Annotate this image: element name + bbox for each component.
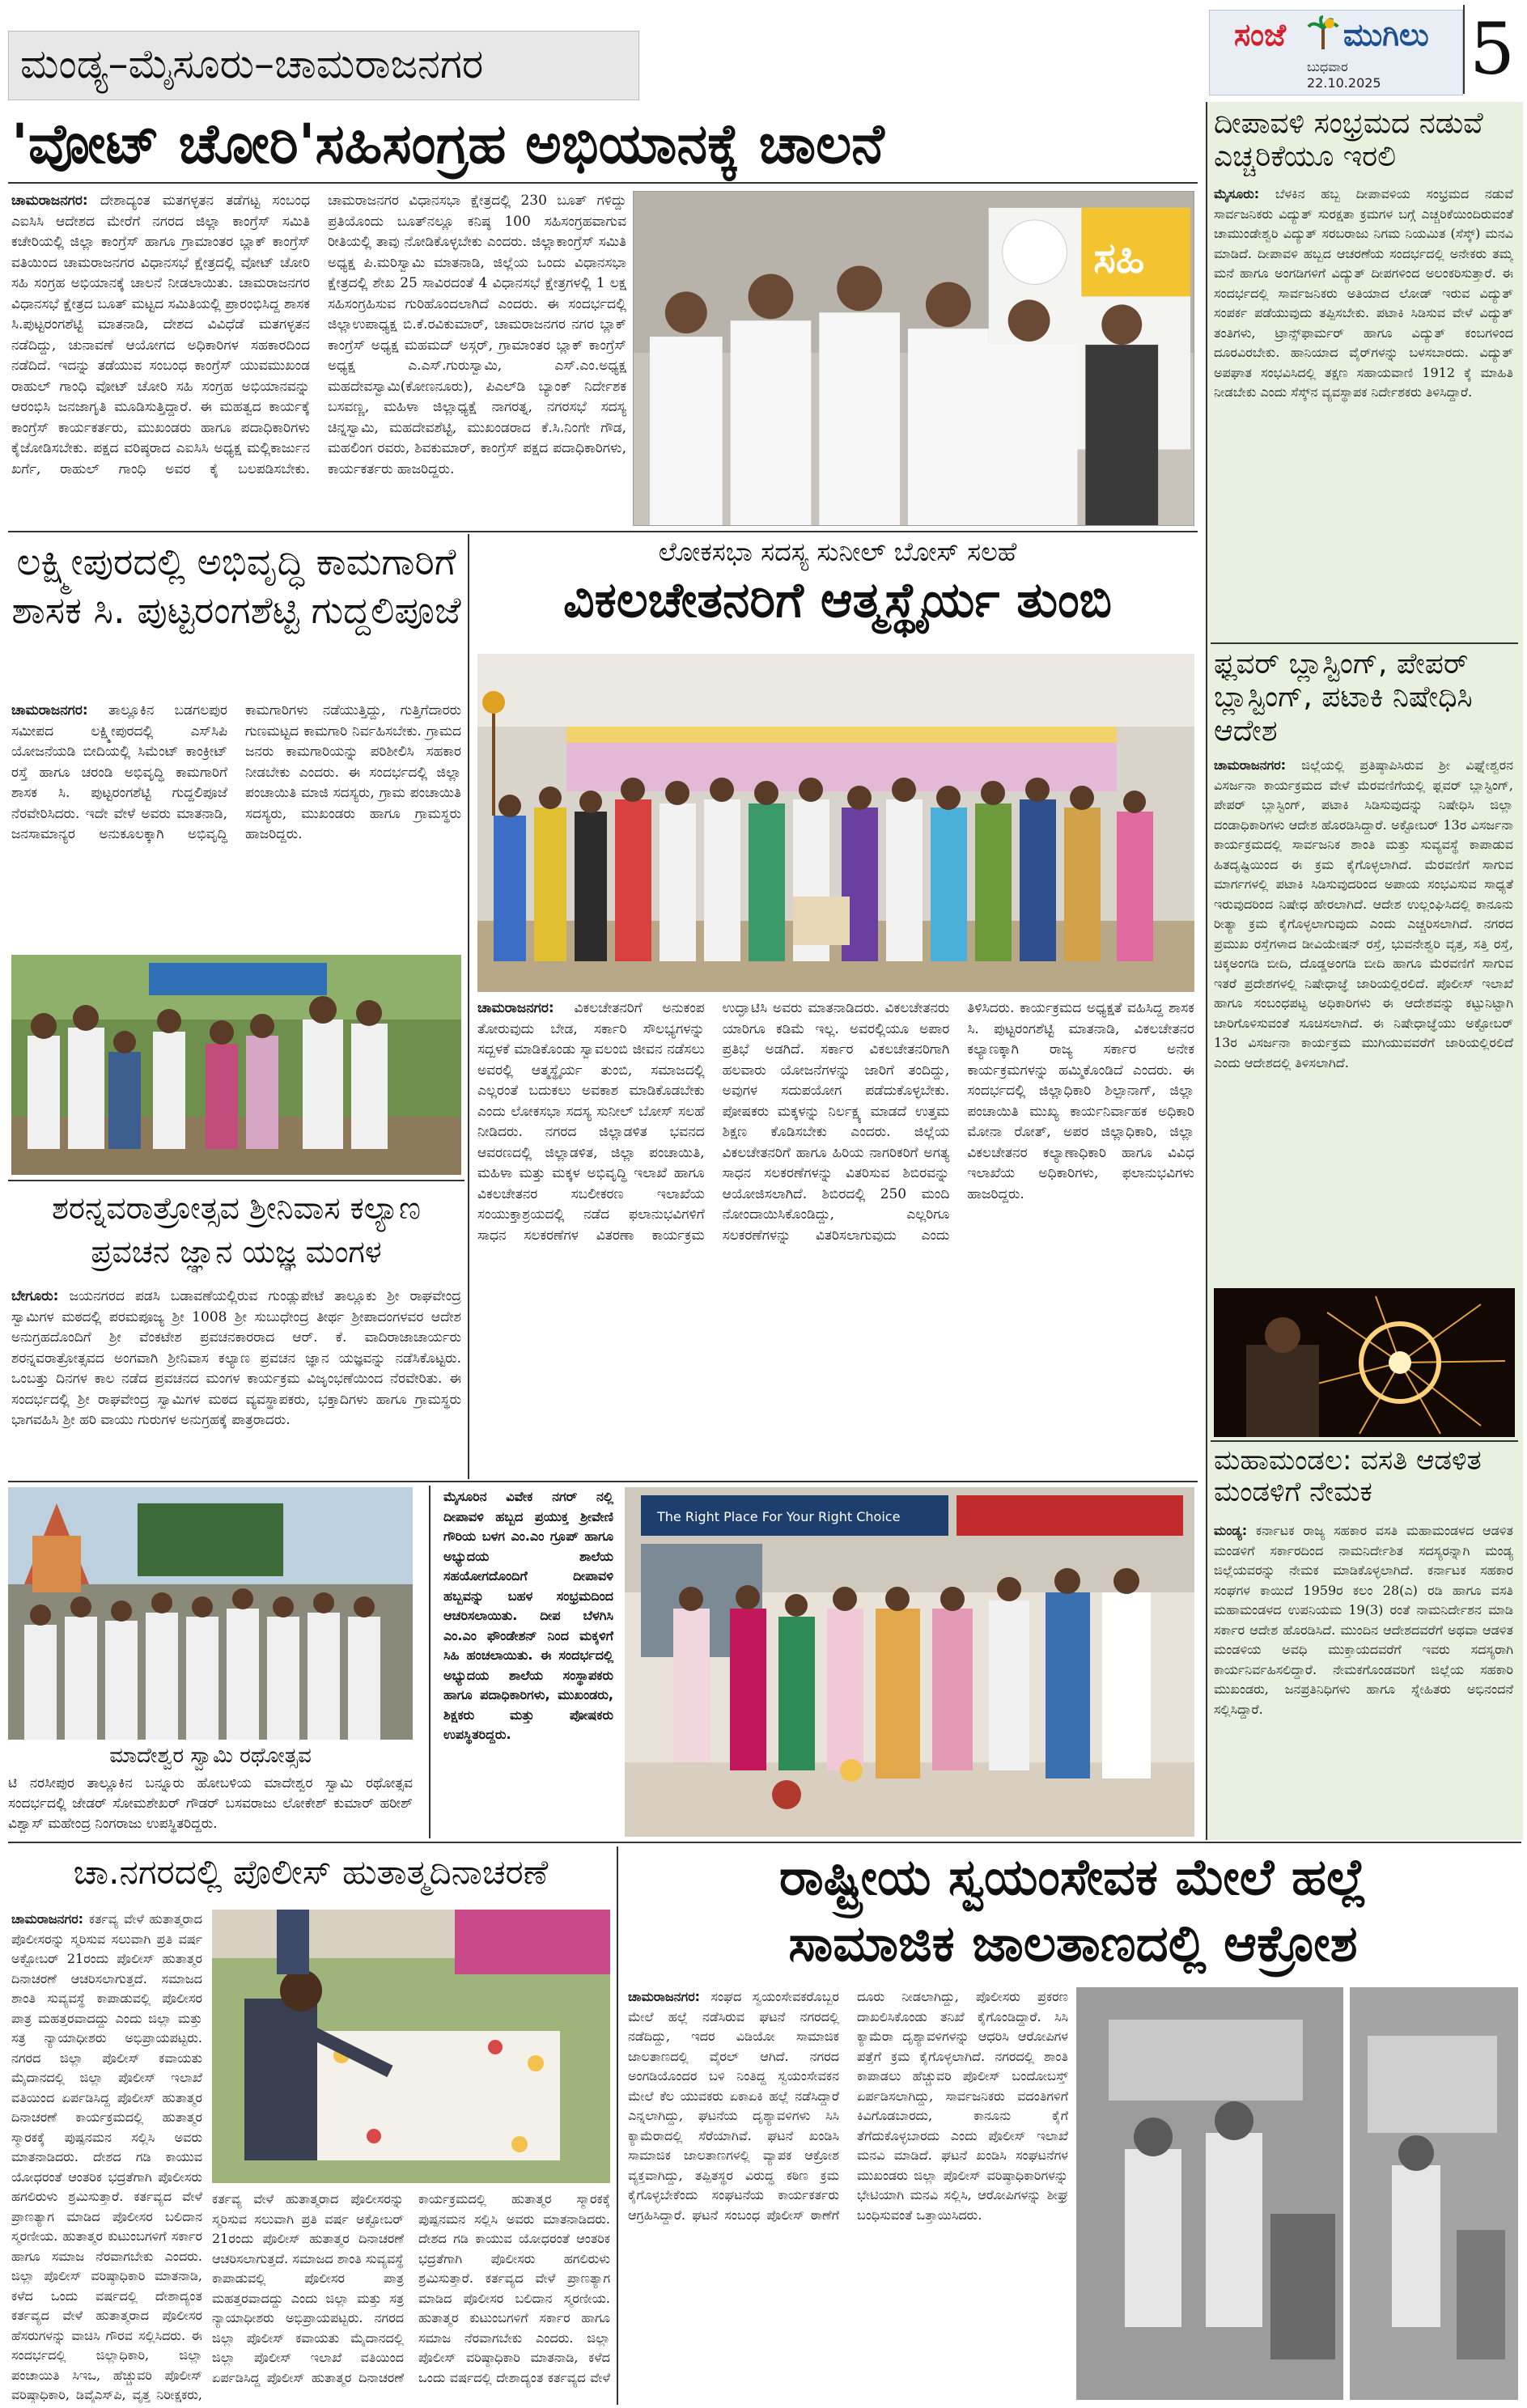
story8-body-text: ಸಂಘದ ಸ್ವಯಂಸೇವಕರೊಬ್ಬರ ಮೇಲೆ ಹಲ್ಲೆ ನಡೆಸಿರುವ ಘಟನೆ ನಗರದಲ್ಲಿ ನಡೆದಿದ್ದು, ಇದರ ವಿಡಿಯೋ ಸಾಮಾಜಿಕ ಜಾಲತಾಣದಲ್ಲಿ ವೈರಲ್ ಆಗಿದೆ. ನಗರದ ಅಂಗಡಿಯೊಂದರ ಬಳಿ ನಿಂತಿದ್ದ ಸ್ವಯಂಸೇವಕನ ಮೇಲೆ ಕೆಲ ಯುವಕರು ಏಕಾಏಕಿ ಹಲ್ಲೆ ನಡೆಸಿದ್ದಾರೆ ಎನ್ನಲಾಗಿದ್ದು, ಘಟನೆಯ ದೃಶ್ಯಾವಳಿಗಳು ಸಿಸಿ ಕ್ಯಾಮೆರಾದಲ್ಲಿ ಸೆರೆಯಾಗಿವೆ. ಘಟನೆ ಖಂಡಿಸಿ ಸಾಮಾಜಿಕ ಜಾಲತಾಣಗಳಲ್ಲಿ ವ್ಯಾಪಕ ಆಕ್ರೋಶ ವ್ಯಕ್ತವಾಗಿದ್ದು, ತಪ್ಪಿತಸ್ಥರ ವಿರುದ್ಧ ಕಠಿಣ ಕ್ರಮ ಕೈಗೊಳ್ಳಬೇಕೆಂದು ಸಂಘಟನೆಯ ಕಾರ್ಯಕರ್ತರು ಆಗ್ರಹಿಸಿದ್ದಾರೆ. ಘಟನೆ ಸಂಬಂಧ ಪೊಲೀಸ್ ಠಾಣೆಗೆ ದೂರು ನೀಡಲಾಗಿದ್ದು, ಪೊಲೀಸರು ಪ್ರಕರಣ ದಾಖಲಿಸಿಕೊಂಡು ತನಿಖೆ ಕೈಗೊಂಡಿದ್ದಾರೆ. ಸಿಸಿ ಕ್ಯಾಮೆರಾ ದೃಶ್ಯಾವಳಿಗಳನ್ನು ಆಧರಿಸಿ ಆರೋಪಿಗಳ ಪತ್ತೆಗೆ ಕ್ರಮ ಕೈಗೊಳ್ಳಲಾಗಿದೆ. ನಗರದಲ್ಲಿ ಶಾಂತಿ ಕಾಪಾಡಲು ಹೆಚ್ಚುವರಿ ಪೊಲೀಸ್ ಬಂದೋಬಸ್ತ್ ಏರ್ಪಡಿಸಲಾಗಿದ್ದು, ಸಾರ್ವಜನಿಕರು ವದಂತಿಗಳಿಗೆ ಕಿವಿಗೊಡಬಾರದು, ಕಾನೂನು ಕೈಗೆ ತೆಗೆದುಕೊಳ್ಳಬಾರದು ಎಂದು ಪೊಲೀಸ್ ಇಲಾಖೆ ಮನವಿ ಮಾಡಿದೆ. ಘಟನೆ ಖಂಡಿಸಿ ಸಂಘಟನೆಗಳ ಮುಖಂಡರು ಜಿಲ್ಲಾ ಪೊಲೀಸ್ ವರಿಷ್ಠಾಧಿಕಾರಿಗಳನ್ನು ಭೇಟಿಯಾಗಿ ಮನವಿ ಸಲ್ಲಿಸಿ, ಆರೋಪಿಗಳನ್ನು ಶೀಘ್ರ ಬಂಧಿಸುವಂತೆ ಒತ್ತಾಯಿಸಿದರು.: [628, 1989, 1068, 2223]
sidebar1-body: [1214, 184, 1513, 639]
divider: [468, 534, 469, 1479]
sidebar2-body: [1214, 756, 1513, 1278]
divider: [8, 1180, 464, 1181]
story3-body-text: ವಿಕಲಚೇತನರಿಗೆ ಅನುಕಂಪ ತೋರುವುದು ಬೇಡ, ಸರ್ಕಾರಿ ಸೌಲಭ್ಯಗಳನ್ನು ಸದ್ಬಳಕೆ ಮಾಡಿಕೊಂಡು ಸ್ವಾವಲಂಬಿ ಜೀವನ ನಡೆಸಲು ಅವರಲ್ಲಿ ಆತ್ಮಸ್ಥೈರ್ಯ ತುಂಬಿ, ಸಮಾಜದಲ್ಲಿ ಎಲ್ಲರಂತೆ ಬದುಕಲು ಅವಕಾಶ ಮಾಡಿಕೊಡಬೇಕು ಎಂದು ಲೋಕಸಭಾ ಸದಸ್ಯ ಸುನೀಲ್ ಬೋಸ್ ಸಲಹೆ ನೀಡಿದರು. ನಗರದ ಜಿಲ್ಲಾಡಳಿತ ಭವನದ ಆವರಣದಲ್ಲಿ ಜಿಲ್ಲಾಡಳಿತ, ಜಿಲ್ಲಾ ಪಂಚಾಯಿತಿ, ಮಹಿಳಾ ಮತ್ತು ಮಕ್ಕಳ ಅಭಿವೃದ್ಧಿ ಇಲಾಖೆ ಹಾಗೂ ವಿಕಲಚೇತನರ ಸಬಲೀಕರಣ ಇಲಾಖೆಯ ಸಂಯುಕ್ತಾಶ್ರಯದಲ್ಲಿ ನಡೆದ ಫಲಾನುಭವಿಗಳಿಗೆ ಸಾಧನ ಸಲಕರಣೆಗಳ ವಿತರಣಾ ಕಾರ್ಯಕ್ರಮ ಉದ್ಘಾಟಿಸಿ ಅವರು ಮಾತನಾಡಿದರು. ವಿಕಲಚೇತನರು ಯಾರಿಗೂ ಕಡಿಮೆ ಇಲ್ಲ. ಅವರಲ್ಲಿಯೂ ಅಪಾರ ಪ್ರತಿಭೆ ಅಡಗಿದೆ. ಸರ್ಕಾರ ವಿಕಲಚೇತನರಿಗಾಗಿ ಹಲವಾರು ಯೋಜನೆಗಳನ್ನು ಜಾರಿಗೆ ತಂದಿದ್ದು, ಅವುಗಳ ಸದುಪಯೋಗ ಪಡೆದುಕೊಳ್ಳಬೇಕು. ಪೋಷಕರು ಮಕ್ಕಳನ್ನು ನಿರ್ಲಕ್ಷ್ಯ ಮಾಡದೆ ಉತ್ತಮ ಶಿಕ್ಷಣ ಕೊಡಿಸಬೇಕು ಎಂದರು. ಜಿಲ್ಲೆಯ ವಿಕಲಚೇತನರಿಗೆ ಹಾಗೂ ಹಿರಿಯ ನಾಗರಿಕರಿಗೆ ಅಗತ್ಯ ಸಾಧನ ಸಲಕರಣೆಗಳನ್ನು ವಿತರಿಸುವ ಶಿಬಿರವನ್ನು ಆಯೋಜಿಸಲಾಗಿದೆ. ಶಿಬಿರದಲ್ಲಿ 250 ಮಂದಿ ನೋಂದಾಯಿಸಿಕೊಂಡಿದ್ದು, ಎಲ್ಲರಿಗೂ ಸಲಕರಣೆಗಳನ್ನು ವಿತರಿಸಲಾಗುವುದು ಎಂದು ತಿಳಿಸಿದರು. ಕಾರ್ಯಕ್ರಮದ ಅಧ್ಯಕ್ಷತೆ ವಹಿಸಿದ್ದ ಶಾಸಕ ಸಿ. ಪುಟ್ಟರಂಗಶೆಟ್ಟಿ ಮಾತನಾಡಿ, ವಿಕಲಚೇತನರ ಕಲ್ಯಾಣಕ್ಕಾಗಿ ರಾಜ್ಯ ಸರ್ಕಾರ ಅನೇಕ ಕಾರ್ಯಕ್ರಮಗಳನ್ನು ಹಮ್ಮಿಕೊಂಡಿದೆ ಎಂದರು. ಈ ಸಂದರ್ಭದಲ್ಲಿ ಜಿಲ್ಲಾಧಿಕಾರಿ ಶಿಲ್ಪಾನಾಗ್, ಜಿಲ್ಲಾ ಪಂಚಾಯಿತಿ ಮುಖ್ಯ ಕಾರ್ಯನಿರ್ವಾಹಕ ಅಧಿಕಾರಿ ಮೋನಾ ರೋತ್, ಅಪರ ಜಿಲ್ಲಾಧಿಕಾರಿ, ಜಿಲ್ಲಾ ವಿಕಲಚೇತನರ ಕಲ್ಯಾಣಾಧಿಕಾರಿ ಹಾಗೂ ವಿವಿಧ ಇಲಾಖೆಯ ಅಧಿಕಾರಿಗಳು, ಫಲಾನುಭವಿಗಳು ಹಾಜರಿದ್ದರು.: [477, 1000, 1194, 1244]
page-number: 5: [1463, 5, 1520, 94]
fireworks-photo: [1214, 1288, 1515, 1437]
story8-headline-line1: ರಾಷ್ಟ್ರೀಯ ಸ್ವಯಂಸೇವಕ ಮೇಲೆ ಹಲ್ಲೆ: [779, 1847, 1367, 1906]
divider: [8, 531, 1198, 532]
paper-name-mugilu: ಮುಗಿಲು: [1343, 17, 1429, 53]
story7-photo: [212, 1910, 610, 2183]
story8-dateline: ಚಾಮರಾಜನಗರ:: [628, 1989, 701, 2004]
sidebar2-dateline: ಚಾಮರಾಜನಗರ:: [1214, 757, 1287, 773]
story7-body-col2: [212, 2190, 610, 2403]
story8-headline-line2: ಸಾಮಾಜಿಕ ಜಾಲತಾಣದಲ್ಲಿ ಆಕ್ರೋಶ: [788, 1914, 1358, 1973]
divider: [1211, 642, 1518, 644]
masthead-logo-box: [1209, 10, 1463, 95]
lead-banner-text: ಸಹಿ: [1093, 234, 1145, 283]
paper-name-sanje: ಸಂಜೆ: [1234, 17, 1287, 53]
sidebar1-headline: ದೀಪಾವಳಿ ಸಂಭ್ರಮದ ನಡುವೆ ಎಚ್ಚರಿಕೆಯೂ ಇರಲಿ: [1214, 107, 1483, 174]
story5-photo: [8, 1487, 413, 1740]
sidebar3-body: [1214, 1521, 1513, 1837]
divider: [617, 1846, 618, 2405]
lead-photo: [633, 191, 1194, 526]
sidebar1-dateline: ಮೈಸೂರು:: [1214, 186, 1260, 201]
story4-headline: ಶರನ್ನವರಾತ್ರೋತ್ಸವ ಶ್ರೀನಿವಾಸ ಕಲ್ಯಾಣ ಪ್ರವಚನ ಜ್ಞಾನ ಯಜ್ಞ ಮಂಗಳ: [52, 1190, 421, 1270]
sidebar3-headline: ಮಹಾಮಂಡಲ: ವಸತಿ ಆಡಳಿತ ಮಂಡಳಿಗೆ ನೇಮಕ: [1214, 1444, 1482, 1509]
story3-headline: ವಿಕಲಚೇತನರಿಗೆ ಆತ್ಮಸ್ಥೈರ್ಯ ತುಂಬಿ: [563, 572, 1112, 629]
story4-dateline: ಬೇಗೂರು:: [11, 1288, 59, 1304]
story2-photo: [11, 955, 461, 1175]
story5-caption-body: ಟಿ ನರಸೀಪುರ ತಾಲ್ಲೂಕಿನ ಬನ್ನೂರು ಹೋಬಳಿಯ ಮಾದೇಶ್ವರ ಸ್ವಾಮಿ ರಥೋತ್ಸವ ಸಂದರ್ಭದಲ್ಲಿ ಜೇಡರ್ ಸೋಮಶೇಖರ್ ಗೌಡರ್ ಬಸವರಾಜು ಲೋಕೇಶ್ ಕುಮಾರ್ ಹರೀಶ್ ವಿಶ್ವಾಸ್ ಮಹೇಂದ್ರ ನಿಂಗರಾಜು ಉಪಸ್ಥಿತರಿದ್ದರು.: [8, 1775, 413, 1832]
story3-dateline: ಚಾಮರಾಜನಗರ:: [477, 1000, 554, 1016]
story6-caption: [443, 1487, 613, 1835]
sidebar2-headline: ಫ್ಲವರ್ ಬ್ಲಾಸ್ಟಿಂಗ್, ಪೇಪರ್ ಬ್ಲಾಸ್ಟಿಂಗ್, ಪಟಾಕಿ ನಿಷೇಧಿಸಿ ಆದೇಶ: [1214, 647, 1473, 748]
story4-body-text: ಜಯನಗರದ ಪಡಸಿ ಬಡಾವಣೆಯಲ್ಲಿರುವ ಗುಂಡ್ಲುಪೇಟೆ ತಾಲ್ಲೂಕು ಶ್ರೀ ರಾಘವೇಂದ್ರ ಸ್ವಾಮಿಗಳ ಮಠದಲ್ಲಿ ಪರಮಪೂಜ್ಯ ಶ್ರೀ 1008 ಶ್ರೀ ಸುಬುಧೇಂದ್ರ ತೀರ್ಥ ಶ್ರೀಪಾದಂಗಳವರ ಆದೇಶ ಅನುಗ್ರಹದೊಂದಿಗೆ ಶ್ರೀ ವೆಂಕಟೇಶ ಪ್ರವಚನಕಾರರಾದ ಆರ್. ಕೆ. ವಾದಿರಾಜಾಚಾರ್ಯರು ಶರನ್ನವರಾತ್ರೋತ್ಸವದ ಅಂಗವಾಗಿ ಶ್ರೀನಿವಾಸ ಕಲ್ಯಾಣ ಪ್ರವಚನ ಜ್ಞಾನ ಯಜ್ಞವನ್ನು ನಡೆಸಿಕೊಟ್ಟರು. ಒಂಬತ್ತು ದಿನಗಳ ಕಾಲ ನಡೆದ ಪ್ರವಚನದ ಮಂಗಳ ಕಾರ್ಯಕ್ರಮ ವಿಜೃಂಭಣೆಯಿಂದ ನೆರವೇರಿತು. ಈ ಸಂದರ್ಭದಲ್ಲಿ ಶ್ರೀ ರಾಘವೇಂದ್ರ ಸ್ವಾಮಿಗಳ ಮಠದ ವ್ಯವಸ್ಥಾಪಕರು, ಭಕ್ತಾದಿಗಳು ಹಾಗೂ ಗ್ರಾಮಸ್ಥರು ಭಾಗವಹಿಸಿ ಶ್ರೀ ಹರಿ ವಾಯು ಗುರುಗಳ ಅನುಗ್ರಹಕ್ಕೆ ಪಾತ್ರರಾದರು.: [11, 1288, 461, 1428]
story3-body: [477, 998, 1194, 1474]
store-sign-text: The Right Place For Your Right Choice: [657, 1509, 901, 1524]
story8-body: [628, 1987, 1068, 2403]
story5-caption-title: ಮಾದೇಶ್ವರ ಸ್ವಾಮಿ ರಥೋತ್ಸವ: [109, 1744, 312, 1768]
divider: [8, 1842, 1521, 1843]
divider: [8, 182, 1198, 184]
story2-headline: ಲಕ್ಷ್ಮೀಪುರದಲ್ಲಿ ಅಭಿವೃದ್ಧಿ ಕಾಮಗಾರಿಗೆ ಶಾಸಕ ಸಿ. ಪುಟ್ಟರಂಗಶೆಟ್ಟಿ ಗುದ್ದಲಿಪೂಜೆ: [11, 540, 461, 632]
story7-headline: ಚಾ.ನಗರದಲ್ಲಿ ಪೊಲೀಸ್ ಹುತಾತ್ಮದಿನಾಚರಣೆ: [73, 1852, 549, 1892]
sidebar2-body-text: ಜಿಲ್ಲೆಯಲ್ಲಿ ಪ್ರತಿಷ್ಠಾಪಿಸಿರುವ ಶ್ರೀ ವಿಘ್ನೇಶ್ವರನ ವಿಸರ್ಜನಾ ಕಾರ್ಯಕ್ರಮದ ವೇಳೆ ಮೆರವಣಿಗೆಯಲ್ಲಿ ಫ್ಲವರ್ ಬ್ಲಾಸ್ಟಿಂಗ್, ಪೇಪರ್ ಬ್ಲಾಸ್ಟಿಂಗ್, ಪಟಾಕಿ ಸಿಡಿಸುವುದನ್ನು ನಿಷೇಧಿಸಿ ಜಿಲ್ಲಾ ದಂಡಾಧಿಕಾರಿಗಳು ಆದೇಶ ಹೊರಡಿಸಿದ್ದಾರೆ. ಅಕ್ಟೋಬರ್ 13ರ ವಿಸರ್ಜನಾ ಕಾರ್ಯಕ್ರಮದಲ್ಲಿ ಸಾರ್ವಜನಿಕ ಶಾಂತಿ ಮತ್ತು ಸುವ್ಯವಸ್ಥೆ ಕಾಪಾಡುವ ಹಿತದೃಷ್ಟಿಯಿಂದ ಈ ಕ್ರಮ ಕೈಗೊಳ್ಳಲಾಗಿದೆ. ಮೆರವಣಿಗೆ ಸಾಗುವ ಮಾರ್ಗಗಳಲ್ಲಿ ಪಟಾಕಿ ಸಿಡಿಸುವುದರಿಂದ ಅಪಾಯ ಸಂಭವಿಸುವ ಸಾಧ್ಯತೆ ಇರುವುದರಿಂದ ನಿಷೇಧ ಹೇರಲಾಗಿದೆ. ಆದೇಶ ಉಲ್ಲಂಘಿಸಿದಲ್ಲಿ ಕಾನೂನು ರೀತ್ಯಾ ಕ್ರಮ ಕೈಗೊಳ್ಳಲಾಗುವುದು ಎಂದು ಎಚ್ಚರಿಸಲಾಗಿದೆ. ನಗರದ ಪ್ರಮುಖ ರಸ್ತೆಗಳಾದ ಡೀವಿಯೇಷನ್ ರಸ್ತೆ, ಭುವನೇಶ್ವರಿ ವೃತ್ತ, ಸತ್ತಿ ರಸ್ತೆ, ಚಿಕ್ಕಅಂಗಡಿ ಬೀದಿ, ದೊಡ್ಡಅಂಗಡಿ ಬೀದಿ ಹಾಗೂ ಮೆರವಣಿಗೆ ಸಾಗುವ ಇತರೆ ಪ್ರದೇಶಗಳಲ್ಲಿ ನಿಷೇಧಾಜ್ಞೆ ಜಾರಿಯಲ್ಲಿರಲಿದೆ. ಪೊಲೀಸ್ ಇಲಾಖೆ ಹಾಗೂ ಸಂಬಂಧಪಟ್ಟ ಅಧಿಕಾರಿಗಳು ಈ ಆದೇಶವನ್ನು ಕಟ್ಟುನಿಟ್ಟಾಗಿ ಜಾರಿಗೊಳಿಸುವಂತೆ ಸೂಚಿಸಲಾಗಿದೆ. ಈ ನಿಷೇಧಾಜ್ಞೆಯು ಅಕ್ಟೋಬರ್ 13ರ ವಿಸರ್ಜನಾ ಕಾರ್ಯಕ್ರಮ ಮುಗಿಯುವವರೆಗೆ ಜಾರಿಯಲ್ಲಿರಲಿದೆ ಎಂದು ಆದೇಶದಲ್ಲಿ ತಿಳಿಸಲಾಗಿದೆ.: [1214, 757, 1513, 1070]
divider: [1211, 1440, 1518, 1442]
sidebar3-body-text: ಕರ್ನಾಟಕ ರಾಜ್ಯ ಸಹಕಾರ ವಸತಿ ಮಹಾಮಂಡಳದ ಆಡಳಿತ ಮಂಡಳಿಗೆ ಸರ್ಕಾರದಿಂದ ನಾಮನಿರ್ದೇಶಿತ ಸದಸ್ಯರನ್ನಾಗಿ ಮಂಡ್ಯ ಜಿಲ್ಲೆಯವರನ್ನು ನೇಮಕ ಮಾಡಿಕೊಳ್ಳಲಾಗಿದೆ. ಕರ್ನಾಟಕ ಸಹಕಾರ ಸಂಘಗಳ ಕಾಯಿದೆ 1959ರ ಕಲಂ 28(ಎ) ರಡಿ ಹಾಗೂ ವಸತಿ ಮಹಾಮಂಡಳದ ಉಪನಿಯಮ 19(3) ರಂತೆ ನಾಮನಿರ್ದೇಶನ ಮಾಡಿ ಸರ್ಕಾರ ಆದೇಶ ಹೊರಡಿಸಿದೆ. ಮುಂದಿನ ಆದೇಶದವರೆಗೆ ಅಥವಾ ಆಡಳಿತ ಮಂಡಳಿಯ ಅವಧಿ ಮುಕ್ತಾಯದವರೆಗೆ ಇವರು ಸದಸ್ಯರಾಗಿ ಕಾರ್ಯನಿರ್ವಹಿಸಲಿದ್ದಾರೆ. ನೇಮಕಗೊಂಡವರಿಗೆ ಜಿಲ್ಲೆಯ ಸಹಕಾರಿ ಮುಖಂಡರು, ಜನಪ್ರತಿನಿಧಿಗಳು ಹಾಗೂ ಸ್ನೇಹಿತರು ಅಭಿನಂದನೆ ಸಲ್ಲಿಸಿದ್ದಾರೆ.: [1214, 1523, 1513, 1717]
story6-photo: [625, 1487, 1194, 1837]
story3-kicker: ಲೋಕಸಭಾ ಸದಸ್ಯ ಸುನೀಲ್ ಬೋಸ್ ಸಲಹೆ: [658, 536, 1017, 567]
story4-body: [11, 1287, 461, 1473]
issue-date: 22.10.2025: [1307, 75, 1381, 91]
story7-body-text-cont: ಕರ್ತವ್ಯ ವೇಳೆ ಹುತಾತ್ಮರಾದ ಪೊಲೀಸರನ್ನು ಸ್ಮರಿಸುವ ಸಲುವಾಗಿ ಪ್ರತಿ ವರ್ಷ ಅಕ್ಟೋಬರ್ 21ರಂದು ಪೊಲೀಸ್ ಹುತಾತ್ಮರ ದಿನಾಚರಣೆ ಆಚರಿಸಲಾಗುತ್ತದೆ. ಸಮಾಜದ ಶಾಂತಿ ಸುವ್ಯವಸ್ಥೆ ಕಾಪಾಡುವಲ್ಲಿ ಪೊಲೀಸರ ಪಾತ್ರ ಮಹತ್ತರವಾದದ್ದು ಎಂದು ಜಿಲ್ಲಾ ಮತ್ತು ಸತ್ರ ನ್ಯಾಯಾಧೀಶರು ಅಭಿಪ್ರಾಯಪಟ್ಟರು. ನಗರದ ಜಿಲ್ಲಾ ಪೊಲೀಸ್ ಕವಾಯತು ಮೈದಾನದಲ್ಲಿ ಜಿಲ್ಲಾ ಪೊಲೀಸ್ ಇಲಾಖೆ ವತಿಯಿಂದ ಏರ್ಪಡಿಸಿದ್ದ ಪೊಲೀಸ್ ಹುತಾತ್ಮರ ದಿನಾಚರಣೆ ಕಾರ್ಯಕ್ರಮದಲ್ಲಿ ಹುತಾತ್ಮರ ಸ್ಮಾರಕಕ್ಕೆ ಪುಷ್ಪನಮನ ಸಲ್ಲಿಸಿ ಅವರು ಮಾತನಾಡಿದರು. ದೇಶದ ಗಡಿ ಕಾಯುವ ಯೋಧರಂತೆ ಆಂತರಿಕ ಭದ್ರತೆಗಾಗಿ ಪೊಲೀಸರು ಹಗಲಿರುಳು ಶ್ರಮಿಸುತ್ತಾರೆ. ಕರ್ತವ್ಯದ ವೇಳೆ ಪ್ರಾಣತ್ಯಾಗ ಮಾಡಿದ ಪೊಲೀಸರ ಬಲಿದಾನ ಸ್ಮರಣೀಯ. ಹುತಾತ್ಮರ ಕುಟುಂಬಗಳಿಗೆ ಸರ್ಕಾರ ಹಾಗೂ ಸಮಾಜ ನೆರವಾಗಬೇಕು ಎಂದರು. ಜಿಲ್ಲಾ ಪೊಲೀಸ್ ವರಿಷ್ಠಾಧಿಕಾರಿ ಮಾತನಾಡಿ, ಕಳೆದ ಒಂದು ವರ್ಷದಲ್ಲಿ ದೇಶಾದ್ಯಂತ ಕರ್ತವ್ಯದ ವೇಳೆ: [212, 2191, 610, 2385]
story8-cctv-photo: [1076, 1987, 1518, 2400]
story6-caption-body: ಮೈಸೂರಿನ ವಿವೇಕ ನಗರ್ ನಲ್ಲಿ ದೀಪಾವಳಿ ಹಬ್ಬದ ಪ್ರಯುಕ್ತ ಶ್ರೀವೇಣಿ ಗೌರಿಯ ಬಳಗ ಎಂ.ಎಂ ಗ್ರೂಪ್ ಹಾಗೂ ಅಭ್ಯುದಯ ಶಾಲೆಯ ಸಹಯೋಗದೊಂದಿಗೆ ದೀಪಾವಳಿ ಹಬ್ಬವನ್ನು ಬಹಳ ಸಂಭ್ರಮದಿಂದ ಆಚರಿಸಲಾಯಿತು. ದೀಪ ಬೆಳಗಿಸಿ ಎಂ.ಎಂ ಫೌಂಡೇಶನ್ ನಿಂದ ಮಕ್ಕಳಿಗೆ ಸಿಹಿ ಹಂಚಲಾಯಿತು. ಈ ಸಂದರ್ಭದಲ್ಲಿ ಅಭ್ಯುದಯ ಶಾಲೆಯ ಸಂಸ್ಥಾಪಕರು ಹಾಗೂ ಪದಾಧಿಕಾರಿಗಳು, ಮುಖಂಡರು, ಶಿಕ್ಷಕರು ಮತ್ತು ಪೋಷಕರು ಉಪಸ್ಥಿತರಿದ್ದರು.: [443, 1489, 613, 1742]
story3-photo: [477, 654, 1194, 992]
region-title: ಮಂಡ್ಯ–ಮೈಸೂರು–ಚಾಮರಾಜನಗರ: [20, 40, 484, 87]
story2-dateline: ಚಾಮರಾಜನಗರ:: [11, 702, 88, 719]
story2-body: [11, 701, 461, 950]
lead-body-text: ದೇಶಾದ್ಯಂತ ಮತಗಳ್ಳತನ ತಡೆಗಟ್ಟ ಸಂಬಂಧ ಎಐಸಿಸಿ ಆದೇಶದ ಮೇರೆಗೆ ನಗರದ ಜಿಲ್ಲಾ ಕಾಂಗ್ರೆಸ್ ಸಮಿತಿ ಕಚೇರಿಯಲ್ಲಿ ಜಿಲ್ಲಾ ಕಾಂಗ್ರೆಸ್ ಹಾಗೂ ಗ್ರಾಮಾಂತರ ಬ್ಲಾಕ್ ಕಾಂಗ್ರೆಸ್ ವತಿಯಿಂದ ಚಾಮರಾಜನಗರ ವಿಧಾನಸಭೆ ಕ್ಷೇತ್ರದಲ್ಲಿ ವೋಟ್ ಚೋರಿ ಸಹಿ ಸಂಗ್ರಹ ಅಭಿಯಾನಕ್ಕೆ ಚಾಲನೆ ನೀಡಲಾಯಿತು. ಚಾಮರಾಜನಗರ ವಿಧಾನಸಭೆ ಕ್ಷೇತ್ರದ ಬೂತ್ ಮಟ್ಟದ ಸಮಿತಿಯಲ್ಲಿ ಪ್ರಾರಂಭಿಸಿದ್ದ ಶಾಸಕ ಸಿ.ಪುಟ್ಟರಂಗಶೆಟ್ಟಿ ಮಾತನಾಡಿ, ದೇಶದ ವಿವಿಧೆಡೆ ಮತಗಳ್ಳತನ ನಡೆದಿದ್ದು, ಚುನಾವಣೆ ಆಯೋಗದ ಅಧಿಕಾರಿಗಳ ಸಹಕಾರದಿಂದ ನಡೆದಿದೆ. ಇದನ್ನು ತಡೆಯುವ ಸಂಬಂಧ ಕಾಂಗ್ರೆಸ್ ಯುವಮುಖಂಡ ರಾಹುಲ್ ಗಾಂಧಿ ವೋಟ್ ಚೋರಿ ಸಹಿ ಸಂಗ್ರಹ ಅಭಿಯಾನವನ್ನು ಆರಂಭಿಸಿ ಜನಜಾಗೃತಿ ಮೂಡಿಸುತ್ತಿದ್ದಾರೆ. ಈ ಮಹತ್ವದ ಕಾರ್ಯಕ್ಕೆ ಕಾಂಗ್ರೆಸ್ ಕಾರ್ಯಕರ್ತರು, ಮುಖಂಡರು ಹಾಗೂ ಪದಾಧಿಕಾರಿಗಳು ಕೈಜೋಡಿಸಬೇಕು. ಪಕ್ಷದ ವರಿಷ್ಠರಾದ ಎಐಸಿಸಿ ಅಧ್ಯಕ್ಷ ಮಲ್ಲಿಕಾರ್ಜುನ ಖರ್ಗೆ, ರಾಹುಲ್ ಗಾಂಧಿ ಅವರ ಕೈ ಬಲಪಡಿಸಬೇಕು. ಚಾಮರಾಜನಗರ ವಿಧಾನಸಭಾ ಕ್ಷೇತ್ರದಲ್ಲಿ 230 ಬೂತ್ ಗಳಿದ್ದು ಪ್ರತಿಯೊಂದು ಬೂತ್‌ನಲ್ಲೂ ಕನಿಷ್ಠ 100 ಸಹಿಸಂಗ್ರಹವಾಗುವ ರೀತಿಯಲ್ಲಿ ತಾವು ನೋಡಿಕೊಳ್ಳಬೇಕು ಎಂದರು. ಜಿಲ್ಲಾಕಾಂಗ್ರೆಸ್ ಸಮಿತಿ ಅಧ್ಯಕ್ಷ ಪಿ.ಮರಿಸ್ವಾಮಿ ಮಾತನಾಡಿ, ಜಿಲ್ಲೆಯ ಒಂದು ವಿಧಾನಸಭಾ ಕ್ಷೇತ್ರದಲ್ಲಿ ಶೇಖ 25 ಸಾವಿರದಂತೆ 4 ವಿಧಾನಸಭೆ ಕ್ಷೇತ್ರಗಳಲ್ಲಿ 1 ಲಕ್ಷ ಸಹಿಸಂಗ್ರಹಿಸುವ ಗುರಿಹೊಂದಲಾಗಿದೆ ಎಂದರು. ಈ ಸಂದರ್ಭದಲ್ಲಿ ಜಿಲ್ಲಾಉಪಾಧ್ಯಕ್ಷ ಬಿ.ಕೆ.ರವಿಕುಮಾರ್, ಚಾಮರಾಜನಗರ ನಗರ ಬ್ಲಾಕ್ ಕಾಂಗ್ರೆಸ್ ಅಧ್ಯಕ್ಷ ಮಹಮದ್ ಅಸ್ಗರ್, ಗ್ರಾಮಾಂತರ ಬ್ಲಾಕ್ ಕಾಂಗ್ರೆಸ್ ಅಧ್ಯಕ್ಷ ಎ.ಎಸ್.ಗುರುಸ್ವಾಮಿ, ಎಸ್.ಎಂ.ಅಧ್ಯಕ್ಷ ಮಹದೇವಸ್ವಾಮಿ(ಕೋಣನೂರು), ಪಿಎಲ್‌ಡಿ ಬ್ಯಾಂಕ್ ನಿರ್ದೇಶಕ ಬಸವಣ್ಣ, ಮಹಿಳಾ ಜಿಲ್ಲಾಧ್ಯಕ್ಷೆ ನಾಗರತ್ನ, ನಗರಸಭೆ ಸದಸ್ಯ ಚಿನ್ನಸ್ವಾಮಿ, ಮಹದೇವಶೆಟ್ಟಿ, ಮುಖಂಡರಾದ ಕೆ.ಸಿ.ನಿಂಗೇ ಗೌಡ, ಮಹಲಿಂಗ ರವರು, ಶಿವಕುಮಾರ್, ಕಾಂಗ್ರೆಸ್ ಪಕ್ಷದ ಪದಾಧಿಕಾರಿಗಳು, ಕಾರ್ಯಕರ್ತರು ಹಾಜರಿದ್ದರು.: [11, 193, 626, 477]
story7-body-text: ಕರ್ತವ್ಯ ವೇಳೆ ಹುತಾತ್ಮರಾದ ಪೊಲೀಸರನ್ನು ಸ್ಮರಿಸುವ ಸಲುವಾಗಿ ಪ್ರತಿ ವರ್ಷ ಅಕ್ಟೋಬರ್ 21ರಂದು ಪೊಲೀಸ್ ಹುತಾತ್ಮರ ದಿನಾಚರಣೆ ಆಚರಿಸಲಾಗುತ್ತದೆ. ಸಮಾಜದ ಶಾಂತಿ ಸುವ್ಯವಸ್ಥೆ ಕಾಪಾಡುವಲ್ಲಿ ಪೊಲೀಸರ ಪಾತ್ರ ಮಹತ್ತರವಾದದ್ದು ಎಂದು ಜಿಲ್ಲಾ ಮತ್ತು ಸತ್ರ ನ್ಯಾಯಾಧೀಶರು ಅಭಿಪ್ರಾಯಪಟ್ಟರು. ನಗರದ ಜಿಲ್ಲಾ ಪೊಲೀಸ್ ಕವಾಯತು ಮೈದಾನದಲ್ಲಿ ಜಿಲ್ಲಾ ಪೊಲೀಸ್ ಇಲಾಖೆ ವತಿಯಿಂದ ಏರ್ಪಡಿಸಿದ್ದ ಪೊಲೀಸ್ ಹುತಾತ್ಮರ ದಿನಾಚರಣೆ ಕಾರ್ಯಕ್ರಮದಲ್ಲಿ ಹುತಾತ್ಮರ ಸ್ಮಾರಕಕ್ಕೆ ಪುಷ್ಪನಮನ ಸಲ್ಲಿಸಿ ಅವರು ಮಾತನಾಡಿದರು. ದೇಶದ ಗಡಿ ಕಾಯುವ ಯೋಧರಂತೆ ಆಂತರಿಕ ಭದ್ರತೆಗಾಗಿ ಪೊಲೀಸರು ಹಗಲಿರುಳು ಶ್ರಮಿಸುತ್ತಾರೆ. ಕರ್ತವ್ಯದ ವೇಳೆ ಪ್ರಾಣತ್ಯಾಗ ಮಾಡಿದ ಪೊಲೀಸರ ಬಲಿದಾನ ಸ್ಮರಣೀಯ. ಹುತಾತ್ಮರ ಕುಟುಂಬಗಳಿಗೆ ಸರ್ಕಾರ ಹಾಗೂ ಸಮಾಜ ನೆರವಾಗಬೇಕು ಎಂದರು. ಜಿಲ್ಲಾ ಪೊಲೀಸ್ ವರಿಷ್ಠಾಧಿಕಾರಿ ಮಾತನಾಡಿ, ಕಳೆದ ಒಂದು ವರ್ಷದಲ್ಲಿ ದೇಶಾದ್ಯಂತ ಕರ್ತವ್ಯದ ವೇಳೆ ಹುತಾತ್ಮರಾದ ಪೊಲೀಸರ ಹೆಸರುಗಳನ್ನು ವಾಚಿಸಿ ಗೌರವ ಸಲ್ಲಿಸಿದರು. ಈ ಸಂದರ್ಭದಲ್ಲಿ ಜಿಲ್ಲಾಧಿಕಾರಿ, ಜಿಲ್ಲಾ ಪಂಚಾಯಿತಿ ಸಿಇಒ, ಹೆಚ್ಚುವರಿ ಪೊಲೀಸ್ ವರಿಷ್ಠಾಧಿಕಾರಿ, ಡಿವೈಎಸ್‌ಪಿ, ವೃತ್ತ ನಿರೀಕ್ಷಕರು,: [11, 1911, 202, 2402]
sidebar3-dateline: ಮಂಡ್ಯ:: [1214, 1523, 1248, 1538]
story2-body-text: ತಾಲ್ಲೂಕಿನ ಬಡಗಲಪುರ ಸಮೀಪದ ಲಕ್ಷ್ಮೀಪುರದಲ್ಲಿ ಎಸ್‌ಸಿಪಿ ಯೋಜನೆಯಡಿ ಬೀದಿಯಲ್ಲಿ ಸಿಮೆಂಟ್ ಕಾಂಕ್ರೀಟ್ ರಸ್ತೆ ಹಾಗೂ ಚರಂಡಿ ಅಭಿವೃದ್ಧಿ ಕಾಮಗಾರಿಗೆ ಶಾಸಕ ಸಿ. ಪುಟ್ಟರಂಗಶೆಟ್ಟಿ ಗುದ್ದಲಿಪೂಜೆ ನೆರವೇರಿಸಿದರು. ಇದೇ ವೇಳೆ ಅವರು ಮಾತನಾಡಿ, ಜನಸಾಮಾನ್ಯರ ಅನುಕೂಲಕ್ಕಾಗಿ ಅಭಿವೃದ್ಧಿ ಕಾಮಗಾರಿಗಳು ನಡೆಯುತ್ತಿದ್ದು, ಗುತ್ತಿಗೆದಾರರು ಗುಣಮಟ್ಟದ ಕಾಮಗಾರಿ ನಿರ್ವಹಿಸಬೇಕು. ಗ್ರಾಮದ ಜನರು ಕಾಮಗಾರಿಯನ್ನು ಪರಿಶೀಲಿಸಿ ಸಹಕಾರ ನೀಡಬೇಕು ಎಂದರು. ಈ ಸಂದರ್ಭದಲ್ಲಿ ಜಿಲ್ಲಾ ಪಂಚಾಯಿತಿ ಮಾಜಿ ಸದಸ್ಯರು, ಗ್ರಾಮ ಪಂಚಾಯಿತಿ ಸದಸ್ಯರು, ಮುಖಂಡರು ಹಾಗೂ ಗ್ರಾಮಸ್ಥರು ಹಾಜರಿದ್ದರು.: [11, 702, 461, 842]
story7-dateline: ಚಾಮರಾಜನಗರ:: [11, 1911, 84, 1927]
lead-dateline: ಚಾಮರಾಜನಗರ:: [11, 193, 88, 209]
lead-headline: 'ವೋಟ್ ಚೋರಿ'ಸಹಿಸಂಗ್ರಹ ಅಭಿಯಾನಕ್ಕೆ ಚಾಲನೆ: [11, 112, 884, 176]
palm-tree-icon: [1307, 15, 1339, 51]
sidebar1-body-text: ಬೆಳಕಿನ ಹಬ್ಬ ದೀಪಾವಳಿಯ ಸಂಭ್ರಮದ ನಡುವೆ ಸಾರ್ವಜನಿಕರು ವಿದ್ಯುತ್ ಸುರಕ್ಷತಾ ಕ್ರಮಗಳ ಬಗ್ಗೆ ಎಚ್ಚರಿಕೆಯಿಂದಿರುವಂತೆ ಚಾಮುಂಡೇಶ್ವರಿ ವಿದ್ಯುತ್ ಸರಬರಾಜು ನಿಗಮ ನಿಯಮಿತ (ಸೆಸ್ಕ್) ಮನವಿ ಮಾಡಿದೆ. ದೀಪಾವಳಿ ಹಬ್ಬದ ಆಚರಣೆಯ ಸಂದರ್ಭದಲ್ಲಿ ಅನೇಕರು ತಮ್ಮ ಮನೆ ಹಾಗೂ ಅಂಗಡಿಗಳಿಗೆ ವಿದ್ಯುತ್ ದೀಪಗಳಿಂದ ಅಲಂಕರಿಸುತ್ತಾರೆ. ಈ ಸಂದರ್ಭದಲ್ಲಿ ಸಾರ್ವಜನಿಕರು ಅತಿಯಾದ ಲೋಡ್ ಇರುವ ವಿದ್ಯುತ್ ಸಂಪರ್ಕ ಪಡೆಯುವುದು ತಪ್ಪಿಸಬೇಕು. ಪಟಾಕಿ ಸಿಡಿಸುವ ವೇಳೆ ವಿದ್ಯುತ್ ತಂತಿಗಳು, ಟ್ರಾನ್ಸ್‌ಫಾರ್ಮರ್ ಹಾಗೂ ವಿದ್ಯುತ್ ಕಂಬಗಳಿಂದ ದೂರವಿರಬೇಕು. ಹಾನಿಯಾದ ವೈರ್‌ಗಳನ್ನು ಬಳಸಬಾರದು. ವಿದ್ಯುತ್ ಅಪಘಾತ ಸಂಭವಿಸಿದಲ್ಲಿ ತಕ್ಷಣ ಸಹಾಯವಾಣಿ 1912 ಕ್ಕೆ ಮಾಹಿತಿ ನೀಡಬೇಕು ಎಂದು ಸೆಸ್ಕ್‌ನ ವ್ಯವಸ್ಥಾಪಕ ನಿರ್ದೇಶಕರು ತಿಳಿಸಿದ್ದಾರೆ.: [1214, 186, 1513, 400]
divider: [8, 1481, 1198, 1482]
issue-day: ಬುಧವಾರ: [1307, 59, 1348, 74]
divider: [429, 1486, 431, 1838]
story7-body-col1: [11, 1910, 202, 2403]
region-banner: [8, 31, 639, 100]
lead-body: [11, 191, 626, 526]
